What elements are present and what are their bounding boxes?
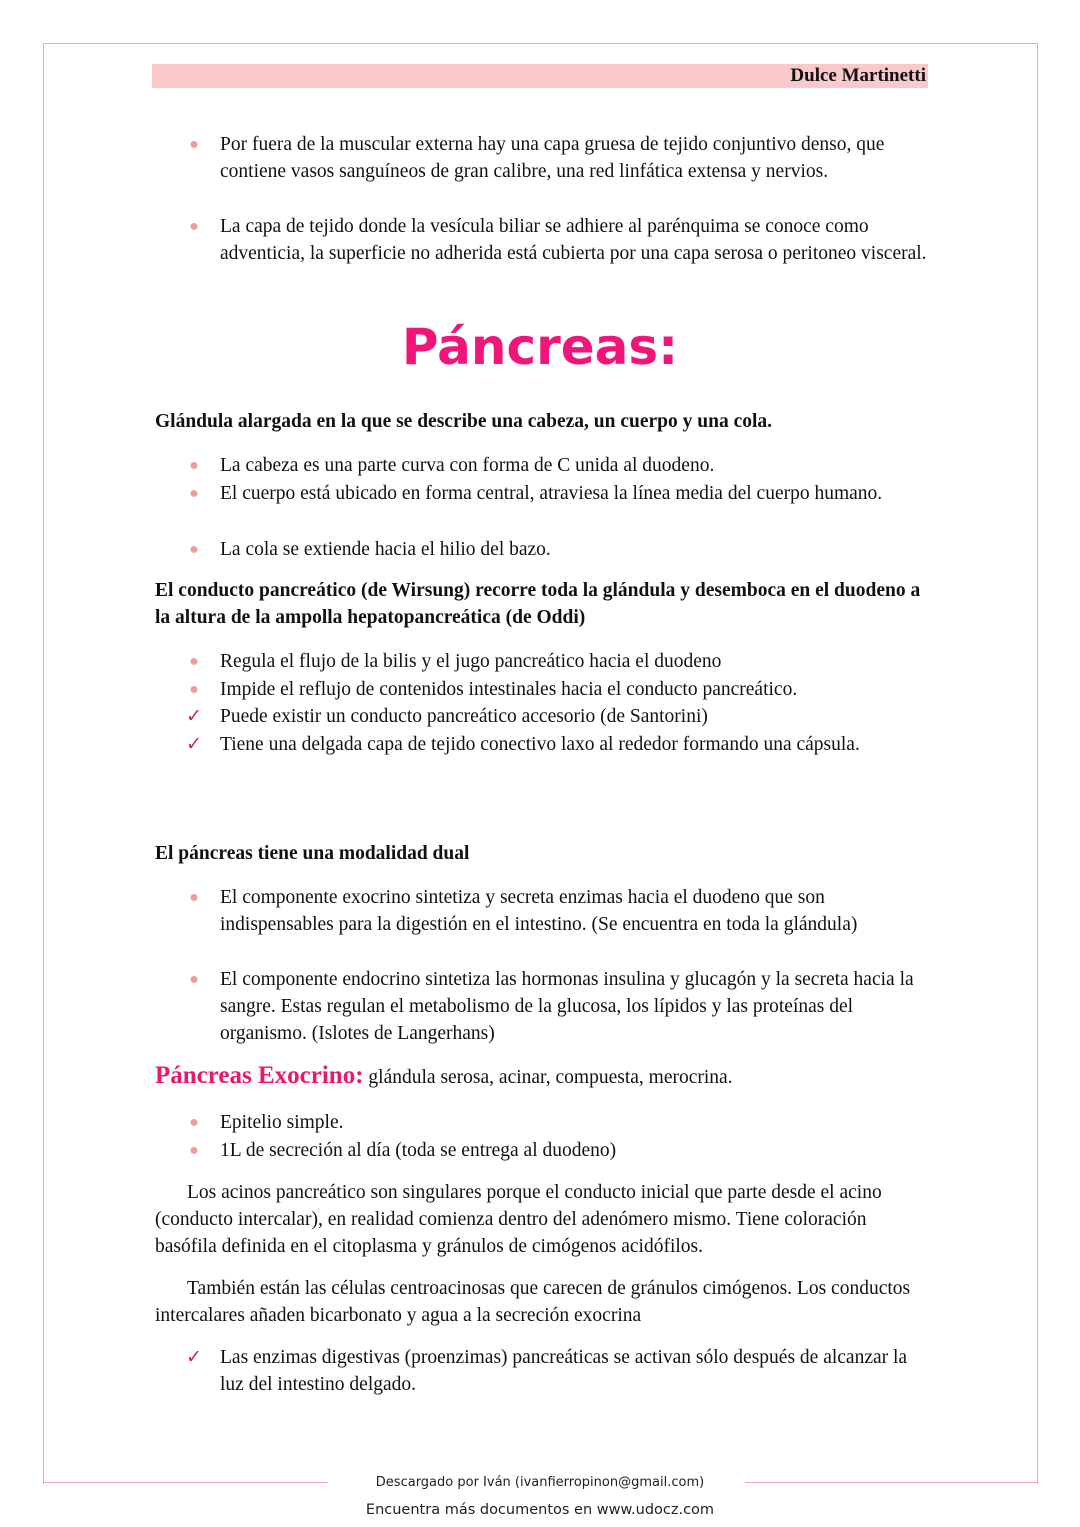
list-item [189, 1137, 930, 1164]
bullet-icon: ● [189, 136, 199, 153]
list-item-text: El componente endocrino sintetiza las hormonas insulina y glucagón y la secreta hacia la sangre. Estas regulan el metabolismo de la glucosa, los lípidos y las proteínas del organismo. (Islotes de Langerhans) [220, 969, 914, 1044]
list-item [189, 884, 930, 938]
section-heading: El conducto pancreático (de Wirsung) recorre toda la glándula y desemboca en el duodeno a la altura de la ampolla hepatopancreática (de Oddi) [155, 580, 921, 628]
paragraph: Los acinos pancreático son singulares porque el conducto inicial que parte desde el acino (conducto intercalar), en realidad comienza dentro del adenómero mismo. Tiene coloración basófila definida en el citoplasma y gránulos de cimógenos acidófilos. [155, 1182, 882, 1257]
list-item [189, 648, 930, 675]
list-item-text: El cuerpo está ubicado en forma central, atraviesa la línea media del cuerpo humano. [220, 483, 883, 504]
list-item [189, 480, 930, 507]
list-item-text: Impide el reflujo de contenidos intestinales hacia el conducto pancreático. [220, 679, 798, 700]
bullet-icon: ● [189, 889, 199, 906]
exocrine-heading: Páncreas Exocrino: [155, 1062, 364, 1089]
checkmark-icon: ✓ [186, 1347, 202, 1368]
bullet-icon: ● [189, 1142, 199, 1159]
list-item-text: El componente exocrino sintetiza y secreta enzimas hacia el duodeno que son indispensables para la digestión en el intestino. (Se encuentra en toda la glándula) [220, 887, 858, 935]
list-item-text: Por fuera de la muscular externa hay una capa gruesa de tejido conjuntivo denso, que contiene vasos sanguíneos de gran calibre, una red linfática extensa y nervios. [220, 134, 885, 182]
list-item [189, 1109, 930, 1136]
author-name: Dulce Martinetti [790, 65, 926, 86]
paragraph: También están las células centroacinosas que carecen de gránulos cimógenos. Los conductos intercalares añaden bicarbonato y agua a la secreción exocrina [155, 1278, 911, 1326]
section-heading: El páncreas tiene una modalidad dual [155, 843, 470, 864]
bullet-icon: ● [189, 485, 199, 502]
header-bar [152, 64, 928, 88]
checkmark-icon: ✓ [186, 734, 202, 755]
list-item [189, 536, 930, 563]
bullet-icon: ● [189, 681, 199, 698]
list-item-text: Las enzimas digestivas (proenzimas) pancreáticas se activan sólo después de alcanzar la luz del intestino delgado. [220, 1347, 908, 1395]
list-item-text: La capa de tejido donde la vesícula biliar se adhiere al parénquima se conoce como adventicia, la superficie no adherida está cubierta por una capa serosa o peritoneo visceral. [220, 216, 927, 264]
exocrine-description: glándula serosa, acinar, compuesta, merocrina. [363, 1067, 733, 1088]
bullet-icon: ● [189, 218, 199, 235]
bullet-icon: ● [189, 1114, 199, 1131]
bullet-icon: ● [189, 457, 199, 474]
list-item [189, 966, 930, 1047]
list-item [189, 131, 930, 185]
page-title: Páncreas: [401, 318, 679, 376]
checkmark-icon: ✓ [186, 706, 202, 727]
bullet-icon: ● [189, 653, 199, 670]
download-notice: Descargado por Iván (ivanfierropinon@gmail.com) [375, 1475, 705, 1490]
list-item [189, 213, 930, 267]
list-item [186, 1344, 930, 1398]
bullet-icon: ● [189, 541, 199, 558]
list-item-text: Tiene una delgada capa de tejido conectivo laxo al rededor formando una cápsula. [220, 734, 860, 755]
list-item-text: La cola se extiende hacia el hilio del bazo. [220, 539, 551, 560]
list-item-text: 1L de secreción al día (toda se entrega al duodeno) [220, 1140, 617, 1161]
section-heading: Glándula alargada en la que se describe una cabeza, un cuerpo y una cola. [155, 411, 773, 432]
list-item [186, 731, 930, 758]
bullet-icon: ● [189, 971, 199, 988]
section-heading [155, 1062, 930, 1091]
list-item-text: La cabeza es una parte curva con forma de C unida al duodeno. [220, 455, 715, 476]
list-item-text: Puede existir un conducto pancreático accesorio (de Santorini) [220, 706, 708, 727]
list-item-text: Epitelio simple. [220, 1112, 344, 1133]
list-item [189, 676, 930, 703]
udocz-link[interactable]: Encuentra más documentos en www.udocz.com [365, 1502, 715, 1518]
list-item-text: Regula el flujo de la bilis y el jugo pancreático hacia el duodeno [220, 651, 722, 672]
list-item [186, 703, 930, 730]
list-item [189, 452, 930, 479]
